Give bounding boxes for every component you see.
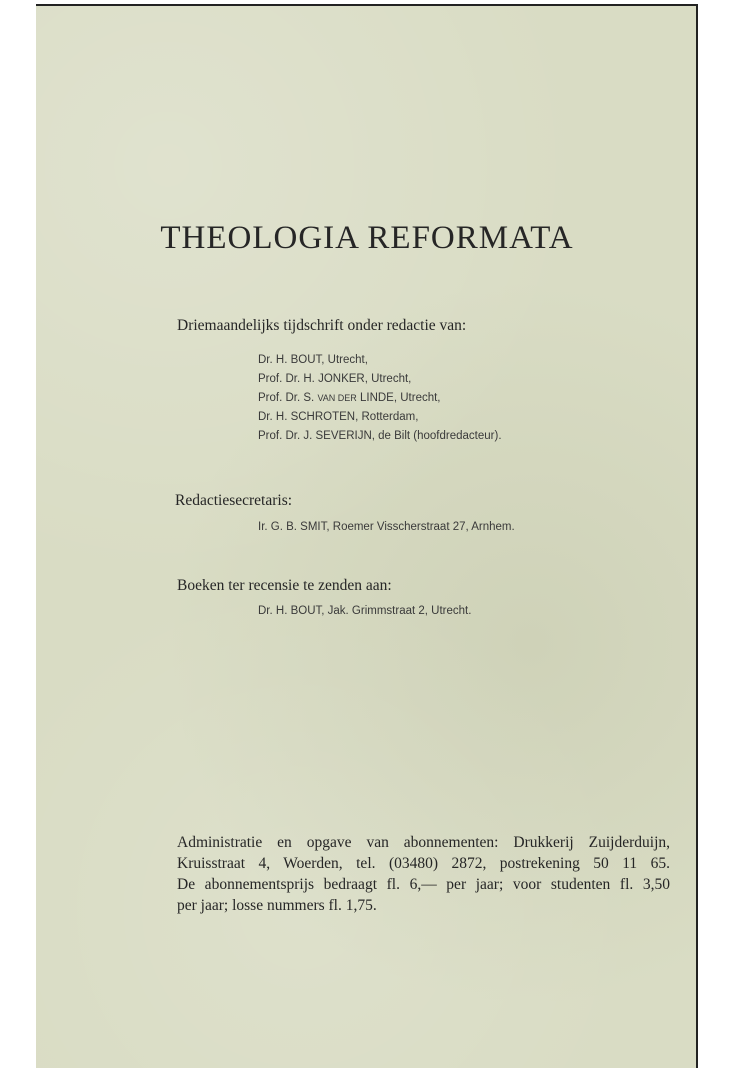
secretary-list [258,518,515,537]
secretary-heading: Redactiesecretaris: [175,492,293,509]
journal-title: THEOLOGIA REFORMATA [160,220,574,256]
books-heading: Boeken ter recensie te zenden aan: [177,577,392,594]
editor-item: Prof. Dr. J. SEVERIJN, de Bilt (hoofdredacteur). [258,430,502,442]
editor-item: Dr. H. BOUT, Utrecht, [258,354,368,366]
editorial-heading: Driemaandelijks tijdschrift onder redactie van: [177,317,467,334]
editor-item: Prof. Dr. S. VAN DER LINDE, Utrecht, [258,392,441,404]
books-list [258,602,471,621]
editorial-list [258,351,502,446]
admin-line: Kruisstraat 4, Woerden, tel. (03480) 2872, postrekening 50 11 65. [177,855,670,872]
admin-line: per jaar; losse nummers fl. 1,75. [177,897,377,914]
books-line: Dr. H. BOUT, Jak. Grimmstraat 2, Utrecht. [258,605,472,617]
secretary-line: Ir. G. B. SMIT, Roemer Visscherstraat 27, Arnhem. [258,521,515,533]
editor-item: Dr. H. SCHROTEN, Rotterdam, [258,411,419,423]
admin-line: De abonnementsprijs bedraagt fl. 6,— per jaar; voor studenten fl. 3,50 [177,876,670,893]
admin-line: Administratie en opgave van abonnementen: Drukkerij Zuijderduijn, [177,834,670,851]
editor-item: Prof. Dr. H. JONKER, Utrecht, [258,373,412,385]
administration-block [177,832,670,916]
page-sheet [36,4,698,1068]
